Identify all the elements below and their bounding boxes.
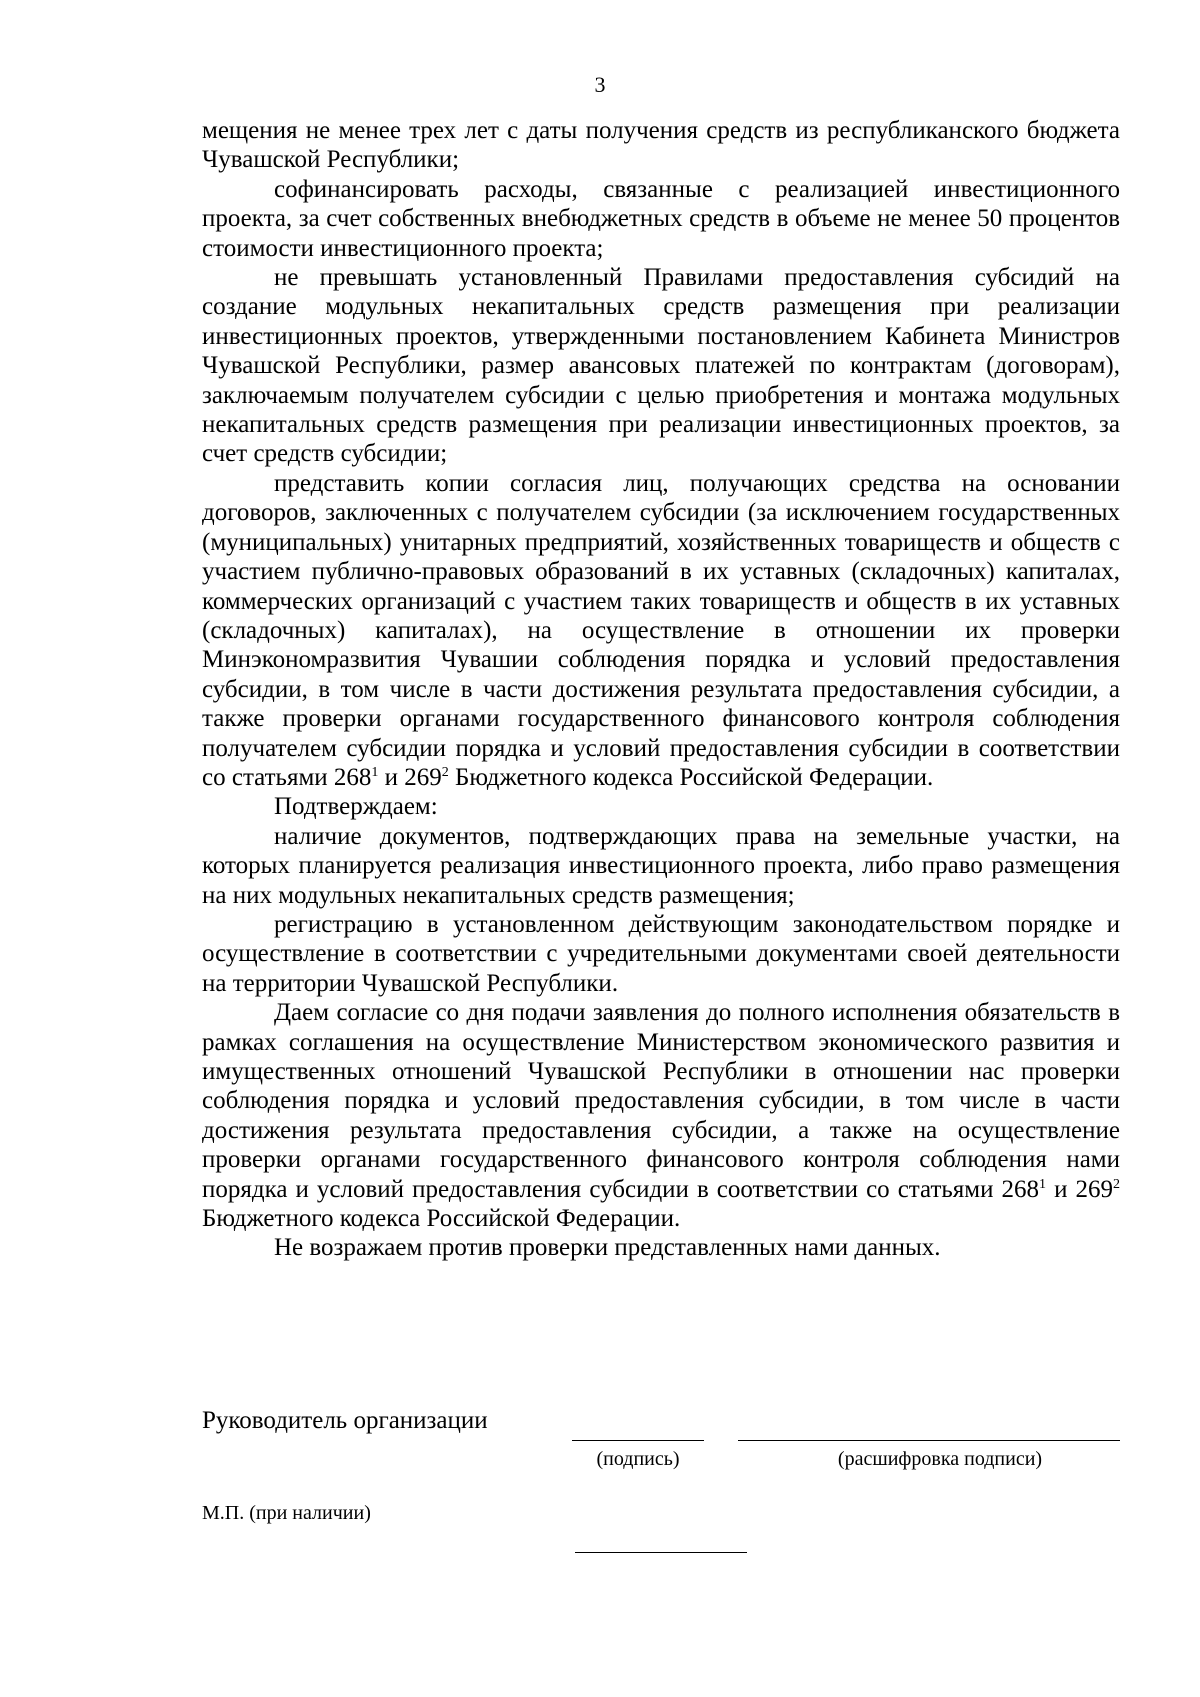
signature-line bbox=[572, 1440, 704, 1441]
date-line bbox=[575, 1552, 747, 1553]
inspection-consent-text: Даем согласие со дня подачи заявления до полного исполнения обязательств в рамках соглашения на осуществление Министерством экономического развития и имущественных отношений Чувашской Республики в отношении нас проверки соблюдения порядка и условий предоставления субсидии, в том числе в части достижения результата предоставления субсидии, а также на осуществление проверки органами государственного финансового контроля соблюдения нами порядка и условий предоставления субсидии в соответствии со статьями 268 bbox=[202, 999, 1120, 1203]
inspection-consent-text-end: Бюджетного кодекса Российской Федерации. bbox=[202, 1205, 681, 1233]
signature-caption: (подпись) bbox=[596, 1448, 680, 1470]
page-number: 3 bbox=[594, 72, 606, 97]
consent-copies-text-middle: и 269 bbox=[378, 763, 442, 791]
signatory-label: Руководитель организации bbox=[202, 1407, 488, 1434]
paragraph-consent-copies bbox=[202, 469, 1120, 792]
superscript-marker: 1 bbox=[371, 764, 379, 780]
paragraph-inspection-consent bbox=[202, 998, 1120, 1233]
stamp-label: М.П. (при наличии) bbox=[202, 1502, 371, 1524]
paragraph-land-documents: наличие документов, подтверждающих права на земельные участки, на которых планируется реализация инвестиционного проекта, либо право размещения на них модульных некапитальных средств размещения; bbox=[202, 822, 1120, 909]
superscript-marker: 2 bbox=[441, 764, 449, 780]
consent-copies-text: представить копии согласия лиц, получающих средства на основании договоров, заключенных с получателем субсидии (за исключением государственных (муниципальных) унитарных предприятий, хозяйственных товариществ и обществ с участием публично-правовых образований в их уставных (складочных) капиталах, коммерческих организаций с участием таких товариществ и обществ в их уставных (складочных) капиталах), на осуществление в отношении их проверки Минэкономразвития Чувашии соблюдения порядка и условий предоставления субсидии, в том числе в части достижения результата предоставления субсидии, а также проверки органами государственного финансового контроля соблюдения получателем субсидии порядка и условий предоставления субсидии в соответствии со статьями 268 bbox=[202, 469, 1120, 791]
signature-decode-line bbox=[738, 1440, 1120, 1441]
paragraph-registration: регистрацию в установленном действующим законодательством порядке и осуществление в соответствии с учредительными документами своей деятельности на территории Чувашской Республики. bbox=[202, 910, 1120, 997]
inspection-consent-text-middle: и 269 bbox=[1046, 1175, 1113, 1203]
paragraph-placement-period: мещения не менее трех лет с даты получения средств из республиканского бюджета Чувашской Республики; bbox=[202, 117, 1120, 174]
paragraph-confirm-heading: Подтверждаем: bbox=[274, 793, 438, 821]
paragraph-advance-payments: не превышать установленный Правилами предоставления субсидий на создание модульных некапитальных средств размещения при реализации инвестиционных проектов, утвержденными постановлением Кабинета Министров Чувашской Республики, размер авансовых платежей по контрактам (договорам), заключаемым получателем субсидии с целью приобретения и монтажа модульных некапитальных средств размещения при реализации инвестиционных проектов, за счет средств субсидии; bbox=[202, 264, 1120, 468]
paragraph-no-objection: Не возражаем против проверки представленных нами данных. bbox=[274, 1234, 941, 1262]
superscript-marker: 2 bbox=[1113, 1176, 1120, 1192]
consent-copies-text-end: Бюджетного кодекса Российской Федерации. bbox=[448, 763, 934, 791]
signature-decode-caption: (расшифровка подписи) bbox=[837, 1448, 1043, 1470]
superscript-marker: 1 bbox=[1039, 1176, 1047, 1192]
paragraph-cofinancing: софинансировать расходы, связанные с реализацией инвестиционного проекта, за счет собственных внебюджетных средств в объеме не менее 50 процентов стоимости инвестиционного проекта; bbox=[202, 175, 1120, 262]
document-body bbox=[202, 116, 1120, 1263]
